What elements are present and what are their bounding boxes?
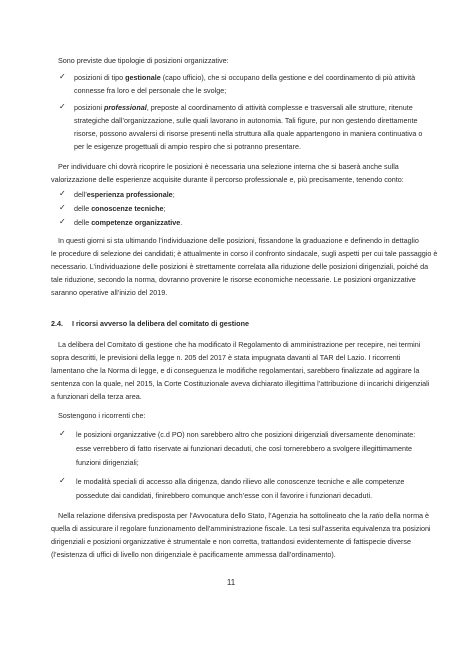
text-run: posizioni di tipo <box>74 73 126 82</box>
check-mark-icon: ✓ <box>59 217 66 226</box>
paragraph-selection-line-1: Per individuare chi dovrà ricoprire le posizioni è necessaria una selezione interna che si baserà anche sulla <box>58 162 399 171</box>
text-run: (capo ufficio), che si occupano della gestione e del coordinamento di più attività <box>160 73 416 82</box>
paragraph-delibera-line-2: sopra descritti, le previsioni della legge n. 205 del 2017 è stata impugnata davanti al TAR del Lazio. I ricorrenti <box>51 353 401 362</box>
bold-term: conoscenze tecniche <box>91 204 164 213</box>
text-run: delle <box>74 218 92 227</box>
check-mark-icon: ✓ <box>59 102 66 111</box>
claim-1-line-3: funzioni dirigenziali; <box>76 458 139 467</box>
text-run: della norma è <box>383 511 430 520</box>
paragraph-positions-line-4: tale riduzione, secondo la norma, dovranno provenire le risorse economiche necessarie. Le posizioni organizzative <box>51 275 416 284</box>
claim-2-line-1: le modalità speciali di accesso alla dirigenza, dando rilievo alle conoscenze tecniche e alle competenze <box>76 477 405 486</box>
paragraph-delibera-line-1: La delibera del Comitato di gestione che ha modificato il Regolamento di amministrazione per recepire, nei termini <box>58 340 421 349</box>
paragraph-avvocatura-line-4: (l’esistenza di uffici di livello non dirigenziale è pacificamente ammessa dall’ordinamento). <box>51 550 336 559</box>
bullet-professional-line-4: per le esigenze progettuali di ampio respiro che si potranno presentare. <box>74 142 301 151</box>
text-run: dell’ <box>74 190 87 199</box>
text-run: delle <box>74 204 92 213</box>
text-run: posizioni <box>74 103 104 112</box>
paragraph-avvocatura-line-1 <box>58 511 429 520</box>
bullet-gestionale-line-2: connesse fra loro e del personale che le svolge; <box>74 86 227 95</box>
section-heading: I ricorsi avverso la delibera del comitato di gestione <box>72 319 249 328</box>
paragraph-selection-line-2: valorizzazione delle esperienze acquisite durante il percorso professionale e, più precisamente, tenendo conto: <box>51 175 404 184</box>
section-number: 2.4. <box>51 319 63 328</box>
paragraph-positions-line-3: necessario. L’individuazione delle posizioni è strettamente correlata alla riduzione delle posizioni dirigenziali, poiché da <box>51 262 429 271</box>
text-run: . <box>180 218 183 227</box>
claim-2-line-2: possedute dai candidati, finirebbero comunque anch’esse con il favorire i funzionari decaduti. <box>76 491 373 500</box>
bold-italic-term: professional <box>103 103 147 112</box>
paragraph-positions-line-2: le procedure di selezione dei candidati; è attualmente in corso il confronto sindacale, sugli aspetti per cui tale passaggio è <box>51 249 438 258</box>
bold-term: esperienza professionale <box>86 190 173 199</box>
bullet-professional-line-1 <box>74 103 413 112</box>
paragraph-positions-line-5: saranno operative all’inizio del 2019. <box>51 288 168 297</box>
page-number: 11 <box>226 578 236 587</box>
check-mark-icon: ✓ <box>59 203 66 212</box>
paragraph-positions-line-1: In questi giorni si sta ultimando l’individuazione delle posizioni, fissandone la graduazione e definendo in dettaglio <box>58 236 419 245</box>
claim-1-line-2: esse verrebbero di fatto riservate ai funzionari decaduti, che così tornerebbero a svolgere illegittimamente <box>76 444 412 453</box>
bullet-professional-line-3: risorse, possono avvalersi di risorse presenti nella struttura alla quale appartengono in maniera continuativa o <box>74 129 423 138</box>
text-run: ; <box>163 204 166 213</box>
bold-term: gestionale <box>125 73 161 82</box>
paragraph-avvocatura-line-2: quella di assicurare il regolare funzionamento dell’amministrazione fiscale. La tesi sull’asserita equivalenza tra posizioni <box>51 524 431 533</box>
check-mark-icon: ✓ <box>59 429 66 438</box>
check-mark-icon: ✓ <box>59 476 66 485</box>
claim-1-line-1: le posizioni organizzative (c.d PO) non sarebbero altro che posizioni dirigenziali diversamente denominate: <box>76 430 416 439</box>
text-run: ; <box>172 190 175 199</box>
check-mark-icon: ✓ <box>59 189 66 198</box>
paragraph-avvocatura-line-3: dirigenziali e posizioni organizzative è strumentale e non corretta, trattandosi evidentemente di fattispecie diverse <box>51 537 411 546</box>
check-mark-icon: ✓ <box>59 72 66 81</box>
text-run: , preposte al coordinamento di attività complesse e trasversali alle strutture, ritenute <box>146 103 413 112</box>
paragraph-ricorrenti: Sostengono i ricorrenti che: <box>58 411 146 420</box>
bullet-gestionale-line-1 <box>74 73 415 82</box>
text-run: Nella relazione difensiva predisposta per l’Avvocatura dello Stato, l’Agenzia ha sottolineato che la <box>58 511 370 520</box>
paragraph-delibera-line-5: a funzionari della terza area. <box>51 392 142 401</box>
criteria-item-1 <box>74 190 175 199</box>
criteria-item-3 <box>74 218 182 227</box>
intro-paragraph: Sono previste due tipologie di posizioni organizzative: <box>58 56 229 65</box>
italic-term: ratio <box>369 511 384 520</box>
criteria-item-2 <box>74 204 166 213</box>
bold-term: competenze organizzative <box>91 218 181 227</box>
paragraph-delibera-line-3: lamentano che la Norma di legge, e di conseguenza le modifiche regolamentari, sarebbero finalizzate ad aggirare la <box>51 366 420 375</box>
paragraph-delibera-line-4: sentenza con la quale, nel 2015, la Corte Costituzionale aveva dichiarato illegittima l’attribuzione di incarichi dirigenziali <box>51 379 430 388</box>
bullet-professional-line-2: strategiche dall’organizzazione, sulle quali lavorano in autonomia. Tali figure, pur non gestendo direttamente <box>74 116 418 125</box>
